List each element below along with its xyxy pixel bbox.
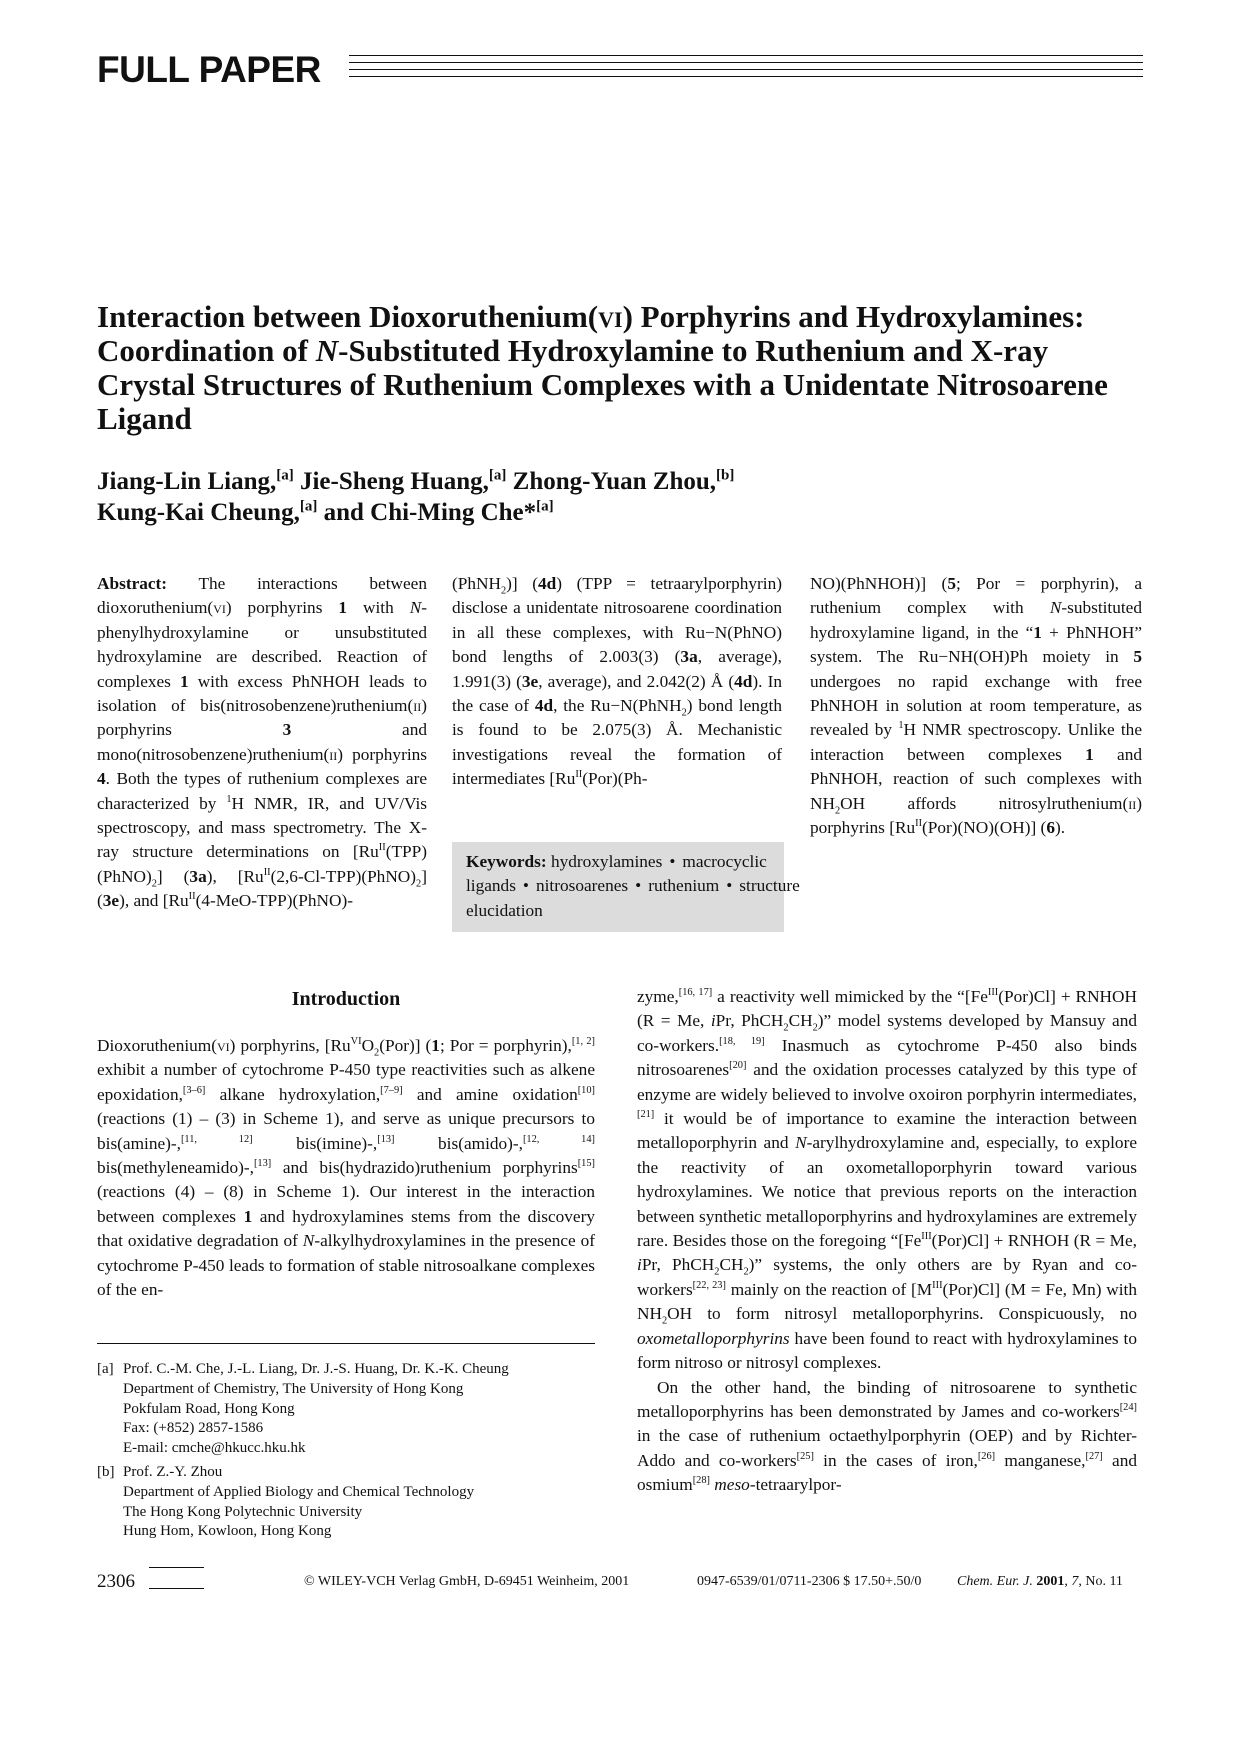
- body-column-2: zyme,[16, 17] a reactivity well mimicked by the “$[Fe^{III}(Por)Cl]$ + RNHOH (R = Me, iPr, $PhCH_2CH_2$)” model systems developed by Mansuy and co-workers.[18, 19] Inasmuch as cytochrome P-450 also binds nitrosoarenes[20] and the oxidation processes catalyzed by this type of enzyme are widely believed to involve oxoiron porphyrin intermediates,[21] it would be of importance to examine the interaction between metalloporphyrin and N-arylhydroxylamine and, especially, to explore the reactivity of an oxometalloporphyrin toward various hydroxylamines. We notice that previous reports on the interaction between synthetic metalloporphyrins and hydroxylamines are extremely rare. Besides those on the foregoing “$[Fe^{III}(Por)Cl]$ + RNHOH (R = Me, iPr, $PhCH_2CH_2$)” systems, the only others are by Ryan and co-workers[22, 23] mainly on the reaction of $[M^{III}(Por)Cl] (M = Fe$, Mn) with $NH_2OH$ to form nitrosyl metalloporphyrins. Conspicuously, no oxometalloporphyrins have been found to react with hydroxylamines to form nitroso or nitrosyl complexes. On the other hand, the binding of nitrosoarene to synthetic metalloporphyrins has been demonstrated by James and co-workers[24] in the case of ruthenium octaethylporphyrin (OEP) and by Richter-Addo and co-workers[25] in the cases of iron,[26] manganese,[27] and osmium[28] meso-tetraarylpor-: [637, 987, 1137, 1495]
- journal-issue: , No. 11: [1078, 1574, 1123, 1589]
- journal-name: Chem. Eur. J.: [957, 1574, 1033, 1589]
- footer-journal-citation: Chem. Eur. J. 2001, 7, No. 11: [957, 1574, 1123, 1589]
- section-heading: Introduction: [291, 988, 401, 1010]
- keyword: hydroxylamines: [550, 852, 663, 871]
- abstract-column-3: NO)(PhNHOH)] (5; Por = porphyrin), a ruthenium complex with N-substituted hydroxylamine ligand, in the “1 + PhNHOH” system. The Ru−NH(OH)Ph moiety in 5 undergoes no rapid exchange with free PhNHOH in solution at room temperature, as revealed by $^1$H NMR spectroscopy. Unlike the interaction between complexes 1 and PhNHOH, reaction of such complexes with $NH_2OH$ affords nitrosylruthenium(ii) porphyrins $[Ru^{II}(Por)(NO)(OH)]$ (6).: [810, 574, 1142, 838]
- author: Zhong-Yuan Zhou,: [512, 468, 717, 495]
- footnote-line: Fax: (+852) 2857-1586: [123, 1420, 264, 1437]
- footnote-line: Prof. Z.-Y. Zhou: [123, 1464, 223, 1480]
- author-affiliation: [a]: [276, 467, 294, 484]
- journal-volume: 7: [1071, 1574, 1079, 1589]
- author-affiliation: [a]: [299, 498, 318, 515]
- keyword: structure elucidation: [466, 876, 800, 920]
- author: Kung-Kai Cheung,: [97, 499, 300, 526]
- footnote-line: Department of Applied Biology and Chemical Technology: [123, 1483, 475, 1500]
- footer-issn: 0947-6539/01/0711-2306 $ 17.50+.50/0: [697, 1574, 922, 1589]
- header-rules: [349, 55, 1143, 83]
- footnote-affiliation-a: [97, 1360, 595, 1459]
- abstract-column-2: (PhNH$_2$)] (4d) (TPP = tetraarylporphyrin) disclose a unidentate nitrosoarene coordination in all these complexes, with Ru−N(PhNO) bond lengths of 2.003(3) (3a, average), 1.991(3) (3e, average), and 2.042(2) Å (4d). In the case of 4d, the Ru−N(PhNH$_2$) bond length is found to be 2.075(3) Å. Mechanistic investigations reveal the formation of intermediates [$Ru^{II}(Por)(Ph-$: [452, 574, 783, 789]
- author-affiliation: [a]: [536, 498, 554, 515]
- keywords-box: Keywords: hydroxylamines • macrocyclic ligands • nitrosoarenes • ruthenium • structure elucidation: [452, 842, 784, 932]
- footnote-mark: [b]: [97, 1464, 115, 1480]
- author: Jie-Sheng Huang,: [299, 468, 489, 495]
- footnote-line: Prof. C.-M. Che, J.-L. Liang, Dr. J.-S. Huang, Dr. K.-K. Cheung: [123, 1361, 509, 1377]
- footnote-rule: [97, 1343, 595, 1344]
- footnote-email: E-mail: cmche@hkucc.hku.hk: [123, 1440, 306, 1457]
- footnote-line: The Hong Kong Polytechnic University: [123, 1503, 363, 1520]
- section-label: FULL PAPER: [97, 49, 321, 90]
- footnote-affiliation-b: [97, 1463, 595, 1542]
- abstract-label: Abstract:: [97, 574, 168, 593]
- page-number: 2306: [97, 1571, 135, 1592]
- keyword: nitrosoarenes: [535, 876, 629, 896]
- journal-year: 2001: [1036, 1574, 1065, 1589]
- author: and Chi-Ming Che*: [323, 499, 537, 526]
- footnote-line: Department of Chemistry, The University of Hong Kong: [123, 1380, 464, 1397]
- footnote-mark: [a]: [97, 1361, 114, 1377]
- footer-rule: [149, 1588, 204, 1589]
- body-column-1: Dioxoruthenium(vi) porphyrins, $[Ru^{VI}O_2(Por)]$ (1; Por = porphyrin),[1, 2] exhibit a number of cytochrome P-450 type reactivities such as alkene epoxidation,[3–6] alkane hydroxylation,[7–9] and amine oxidation[10] (reactions (1) – (3) in Scheme 1), and serve as unique precursors to bis(amine)-,[11, 12] bis(imine)-,[13] bis(amido)-,[12, 14] bis(methyleneamido)-,[13] and bis(hydrazido)ruthenium porphyrins[15] (reactions (4) – (8) in Scheme 1). Our interest in the interaction between complexes 1 and hydroxylamines stems from the discovery that oxidative degradation of N-alkylhydroxylamines in the presence of cytochrome P-450 leads to formation of stable nitrosoalkane complexes of the en-: [97, 1036, 595, 1300]
- author: Jiang-Lin Liang,: [97, 468, 277, 495]
- paper-title: Interaction between Dioxoruthenium(vi) Porphyrins and Hydroxylamines: Coordination of N-Substituted Hydroxylamine to Ruthenium and X-ray Crystal Structures of Ruthenium Complexes with a Unidentate Nitrosoarene Ligand: [97, 299, 1108, 436]
- author-affiliation: [a]: [488, 467, 507, 484]
- keyword: ruthenium: [648, 876, 720, 896]
- author-affiliation: [b]: [716, 467, 735, 484]
- author-list: [97, 466, 1147, 528]
- footer-copyright: © WILEY-VCH Verlag GmbH, D-69451 Weinheim, 2001: [304, 1574, 630, 1589]
- abstract-column-1: Abstract: The interactions between dioxoruthenium(vi) porphyrins 1 with N-phenylhydroxylamine or unsubstituted hydroxylamine are described. Reaction of complexes 1 with excess PhNHOH leads to isolation of bis(nitrosobenzene)ruthenium(ii) porphyrins 3 and mono(nitrosobenzene)ruthenium(ii) porphyrins 4. Both the types of ruthenium complexes are characterized by $^1$H NMR, IR, and UV/Vis spectroscopy, and mass spectrometry. The X-ray structure determinations on $[Ru^{II}(TPP)(PhNO)_2]$ (3a), $[Ru^{II}(2,6-Cl-TPP)(PhNO)_2]$ (3e), and [$Ru^{II}(4-MeO-TPP)(PhNO)-$: [97, 574, 427, 911]
- footnote-line: Pokfulam Road, Hong Kong: [123, 1400, 295, 1417]
- keyword: macrocyclic ligands: [466, 852, 767, 896]
- keywords-label: Keywords:: [466, 852, 547, 871]
- footer-rule: [149, 1567, 204, 1568]
- footnote-line: Hung Hom, Kowloon, Hong Kong: [123, 1523, 332, 1540]
